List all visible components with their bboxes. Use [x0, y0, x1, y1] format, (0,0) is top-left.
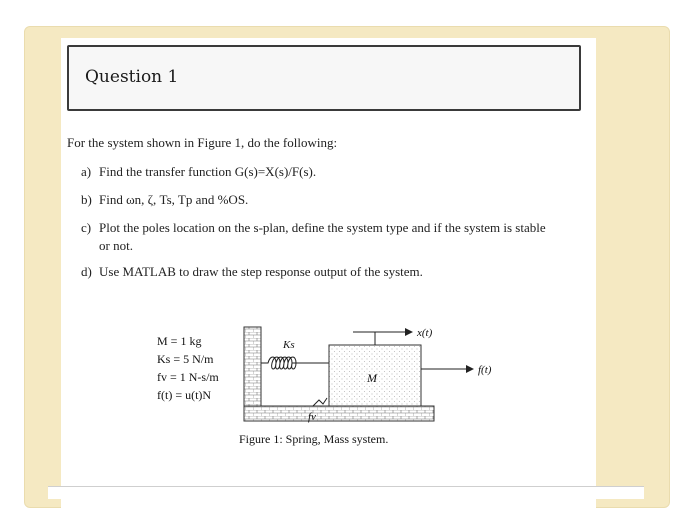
task-text-continued: or not.	[99, 238, 133, 253]
spring-label: Ks	[283, 339, 295, 351]
damper-symbol	[313, 398, 327, 406]
task-text: Find ωn, ζ, Ts, Tp and %OS.	[99, 192, 249, 207]
param-damping: fv = 1 N-s/m	[157, 370, 219, 384]
question-header-box	[67, 45, 581, 111]
displacement-label: x(t)	[417, 327, 433, 339]
task-text: Use MATLAB to draw the step response output of the system.	[99, 264, 423, 279]
task-item-a	[81, 163, 581, 181]
figure-caption: Figure 1: Spring, Mass system.	[239, 432, 389, 446]
task-label: b)	[81, 192, 92, 207]
task-text: Find the transfer function G(s)=X(s)/F(s).	[99, 164, 317, 179]
task-item-d	[81, 263, 581, 281]
displacement-arrowhead	[405, 328, 413, 336]
task-item-c	[81, 219, 581, 255]
param-mass: M = 1 kg	[157, 334, 202, 348]
task-label: c)	[81, 220, 92, 235]
force-label: f(t)	[478, 364, 492, 376]
force-arrowhead	[466, 365, 474, 373]
spring	[261, 357, 329, 369]
task-item-b	[81, 191, 581, 209]
param-input: f(t) = u(t)N	[157, 388, 212, 402]
task-text: Plot the poles location on the s-plan, define the system type and if the system is stable	[99, 220, 546, 235]
question-title: Question 1	[85, 67, 179, 87]
param-spring: Ks = 5 N/m	[157, 352, 214, 366]
intro-text: For the system shown in Figure 1, do the following:	[67, 135, 338, 150]
bottom-divider	[48, 486, 644, 499]
damper-label: fv	[308, 411, 316, 423]
question-page	[61, 38, 596, 508]
mass-label: M	[367, 371, 377, 385]
task-label: d)	[81, 264, 92, 279]
floor	[244, 406, 434, 421]
task-label: a)	[81, 164, 92, 179]
spring-mass-figure	[61, 308, 596, 453]
